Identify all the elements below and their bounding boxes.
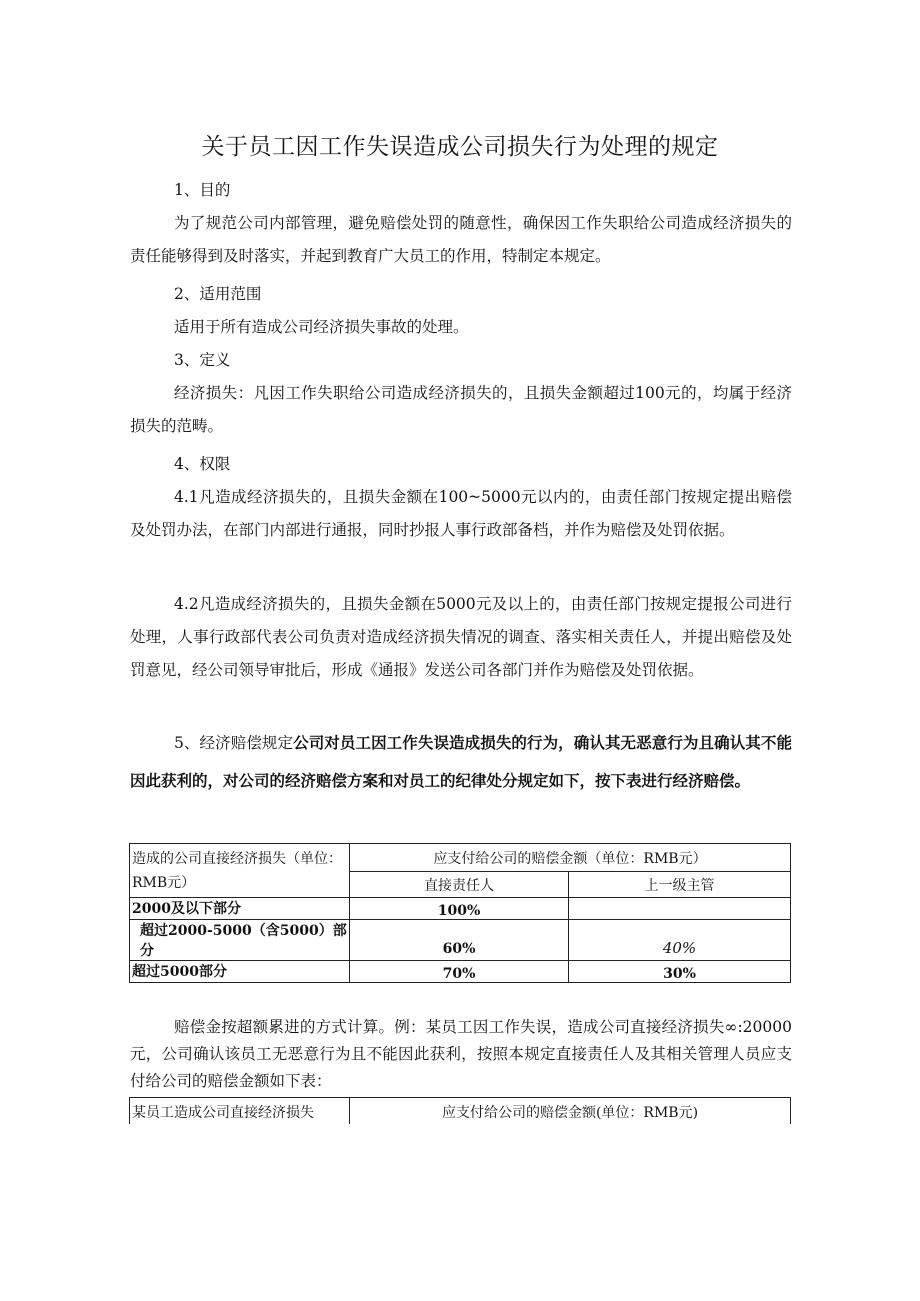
table-cell-direct: 70%	[350, 961, 569, 983]
table-cell-supervisor	[569, 898, 791, 920]
table-cell-range: 超过2000-5000（含5000）部分	[130, 920, 350, 961]
table-cell-supervisor: 30%	[569, 961, 791, 983]
compensation-table	[129, 843, 791, 983]
example-table	[129, 1097, 791, 1124]
table-header-amount: 应支付给公司的赔偿金额（单位：RMB元）	[350, 844, 791, 872]
table-cell-direct: 60%	[350, 920, 569, 961]
section-5-text	[130, 724, 792, 800]
example-table-header-amount: 应支付给公司的赔偿金额(单位：RMB元)	[350, 1098, 791, 1124]
table-row	[130, 961, 791, 983]
page-title: 关于员工因工作失误造成公司损失行为处理的规定	[201, 134, 719, 160]
section-5-bold-text: 公司对员工因工作失误造成损失的行为，确认其无恶意行为且确认其不能因此获利的，对公司的经济赔偿方案和对员工的纪律处分规定如下，按下表进行经济赔偿。	[130, 733, 792, 790]
section-3-text: 经济损失：凡因工作失职给公司造成经济损失的，且损失金额超过100元的，均属于经济损失的范畴。	[130, 384, 792, 435]
section-1-heading: 1、目的	[174, 181, 231, 199]
table-header-supervisor: 上一级主管	[569, 872, 791, 898]
section-4-2-text: 4.2凡造成经济损失的，且损失金额在5000元及以上的，由责任部门按规定提报公司进行处理，人事行政部代表公司负责对造成经济损失情况的调查、落实相关责任人，并提出赔偿及处罚意见，经公司领导审批后，形成《通报》发送公司各部门并作为赔偿及处罚依据。	[130, 595, 792, 679]
section-2-text: 适用于所有造成公司经济损失事故的处理。	[174, 318, 469, 336]
table-row	[130, 920, 791, 961]
section-2-heading: 2、适用范围	[174, 285, 262, 303]
section-1-text: 为了规范公司内部管理，避免赔偿处罚的随意性，确保因工作失职给公司造成经济损失的责任能够得到及时落实，并起到教育广大员工的作用，特制定本规定。	[130, 214, 792, 265]
table-cell-supervisor: 40%	[569, 920, 791, 961]
example-table-header-loss: 某员工造成公司直接经济损失	[130, 1098, 350, 1124]
section-4-heading: 4、权限	[174, 455, 231, 473]
section-5-lead: 5、经济赔偿规定	[174, 734, 294, 752]
table-cell-range: 超过5000部分	[130, 961, 350, 983]
section-4-1-text: 4.1凡造成经济损失的，且损失金额在100~5000元以内的，由责任部门按规定提出赔偿及处罚办法，在部门内部进行通报，同时抄报人事行政部备档，并作为赔偿及处罚依据。	[130, 488, 792, 539]
table-cell-range: 2000及以下部分	[130, 898, 350, 920]
table-header-loss: 造成的公司直接经济损失（单位：RMB元）	[130, 844, 350, 898]
calculation-text: 赔偿金按超额累进的方式计算。例：某员工因工作失误，造成公司直接经济损失∞:20000元，公司确认该员工无恶意行为且不能因此获利，按照本规定直接责任人及其相关管理人员应支付给公司的赔偿金额如下表：	[130, 1018, 792, 1090]
table-cell-direct: 100%	[350, 898, 569, 920]
table-header-direct: 直接责任人	[350, 872, 569, 898]
table-row	[130, 898, 791, 920]
section-3-heading: 3、定义	[174, 351, 231, 369]
